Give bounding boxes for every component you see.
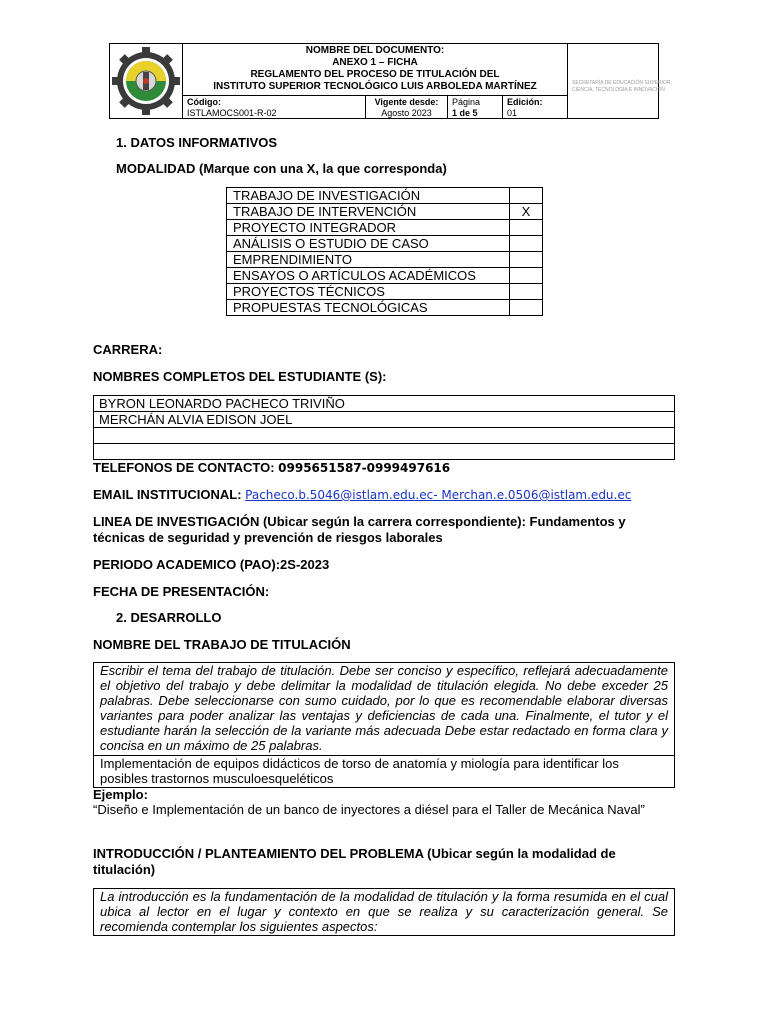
telefonos-value: 0995651587-0999497616 bbox=[278, 461, 451, 475]
institute-logo bbox=[110, 44, 183, 119]
table-row bbox=[94, 412, 675, 428]
secretaria-logo bbox=[568, 44, 672, 119]
modalidad-name: EMPRENDIMIENTO bbox=[227, 252, 510, 268]
telefonos-label: TELEFONOS DE CONTACTO: bbox=[93, 460, 275, 475]
fecha-label: FECHA DE PRESENTACIÓN: bbox=[93, 584, 270, 599]
table-row bbox=[94, 444, 675, 460]
doc-regulation-title: REGLAMENTO DEL PROCESO DE TITULACIÓN DEL bbox=[250, 69, 500, 80]
linea-line-2: técnicas de seguridad y prevención de riesgos laborales bbox=[93, 530, 443, 545]
ejemplo-text: “Diseño e Implementación de un banco de inyectores a diésel para el Taller de Mecánica Naval” bbox=[93, 802, 645, 817]
modalidad-label: MODALIDAD (Marque con una X, la que corresponda) bbox=[116, 161, 447, 176]
section-1-title: 1. DATOS INFORMATIVOS bbox=[116, 135, 278, 150]
instructions-box bbox=[93, 662, 675, 756]
email-row bbox=[93, 487, 631, 502]
student-name[interactable] bbox=[94, 444, 675, 460]
table-row bbox=[94, 396, 675, 412]
modalidad-table bbox=[226, 187, 543, 316]
modalidad-name: ANÁLISIS O ESTUDIO DE CASO bbox=[227, 236, 510, 252]
instructions-text: Escribir el tema del trabajo de titulación. Debe ser conciso y específico, reflejará adecuadamente el objetivo del trabajo y debe delimitar la modalidad de titulación elegida. No debe exceder 25 palabras. Debe seleccionarse con sumo cuidado, por lo que es recomendable elaborar diversas variantes para poder analizar las ventajas y deficiencias de cada una. Finalmente, el tutor y el estudiante harán la selección de la variante más adecuada Debe estar redactado en forma clara y concisa en un máximo de 25 palabras. bbox=[100, 663, 668, 753]
intro-text: La introducción es la fundamentación de la modalidad de titulación y la forma resumida en el cual ubica al lector en el lugar y contexto en que se realiza y su caracterización general. Se recomienda contemplar los siguientes aspectos: bbox=[100, 889, 668, 934]
table-row bbox=[227, 268, 543, 284]
modalidad-name: PROYECTOS TÉCNICOS bbox=[227, 284, 510, 300]
telefonos-row bbox=[93, 460, 450, 475]
modalidad-mark[interactable] bbox=[510, 300, 543, 316]
modalidad-mark[interactable] bbox=[510, 268, 543, 284]
table-row bbox=[227, 284, 543, 300]
email-label: EMAIL INSTITUCIONAL: bbox=[93, 487, 242, 502]
carrera-label: CARRERA: bbox=[93, 342, 163, 357]
vigente-cell bbox=[366, 96, 448, 119]
students-table bbox=[93, 395, 675, 460]
linea-line-1: LINEA DE INVESTIGACIÓN (Ubicar según la carrera correspondiente): Fundamentos y bbox=[93, 514, 626, 529]
secretaria-line-1: SECRETARÍA DE EDUCACIÓN SUPERIOR, bbox=[572, 80, 672, 86]
student-name[interactable] bbox=[94, 428, 675, 444]
edition-value: 01 bbox=[507, 108, 518, 118]
edition-cell bbox=[503, 96, 568, 119]
doc-name-label: NOMBRE DEL DOCUMENTO: bbox=[305, 45, 445, 56]
intro-label-line-2: titulación) bbox=[93, 862, 156, 877]
table-row bbox=[94, 428, 675, 444]
modalidad-name: TRABAJO DE INTERVENCIÓN bbox=[227, 204, 510, 220]
nombres-label: NOMBRES COMPLETOS DEL ESTUDIANTE (S): bbox=[93, 369, 387, 384]
modalidad-name: TRABAJO DE INVESTIGACIÓN bbox=[227, 188, 510, 204]
modalidad-name: PROPUESTAS TECNOLÓGICAS bbox=[227, 300, 510, 316]
code-cell bbox=[183, 96, 366, 119]
intro-box[interactable] bbox=[93, 888, 675, 936]
modalidad-name: ENSAYOS O ARTÍCULOS ACADÉMICOS bbox=[227, 268, 510, 284]
page-cell bbox=[448, 96, 503, 119]
vigente-label: Vigente desde: bbox=[374, 97, 439, 107]
edition-label: Edición: bbox=[507, 97, 543, 107]
secretaria-line-2: CIENCIA, TECNOLOGÍA E INNOVACIÓN bbox=[572, 87, 665, 93]
modalidad-mark[interactable] bbox=[510, 284, 543, 300]
table-row bbox=[227, 236, 543, 252]
modalidad-mark[interactable] bbox=[510, 252, 543, 268]
modalidad-mark[interactable] bbox=[510, 188, 543, 204]
document-header bbox=[109, 43, 672, 119]
title-value-text: Implementación de equipos didácticos de torso de anatomía y miología para identificar los posibles trastornos musculoesqueléticos bbox=[100, 756, 619, 786]
student-name[interactable]: BYRON LEONARDO PACHECO TRIVIÑO bbox=[94, 396, 675, 412]
periodo-label: PERIODO ACADEMICO (PAO):2S-2023 bbox=[93, 557, 330, 572]
vigente-value: Agosto 2023 bbox=[381, 108, 432, 118]
doc-annex-label: ANEXO 1 – FICHA bbox=[332, 57, 418, 68]
section-2-title: 2. DESARROLLO bbox=[116, 610, 222, 625]
code-label: Código: bbox=[187, 97, 221, 107]
linea-investigacion bbox=[93, 514, 683, 546]
title-value-box[interactable] bbox=[93, 755, 675, 788]
modalidad-mark[interactable] bbox=[510, 220, 543, 236]
introduccion-label bbox=[93, 846, 683, 878]
page-value: 1 de 5 bbox=[452, 108, 478, 118]
modalidad-mark[interactable] bbox=[510, 236, 543, 252]
page-label: Página bbox=[452, 97, 481, 107]
gear-logo-icon bbox=[110, 44, 182, 118]
table-row bbox=[227, 220, 543, 236]
nombre-trabajo-label: NOMBRE DEL TRABAJO DE TITULACIÓN bbox=[93, 637, 351, 652]
intro-label-line-1: INTRODUCCIÓN / PLANTEAMIENTO DEL PROBLEMA (Ubicar según la modalidad de bbox=[93, 846, 616, 861]
modalidad-mark[interactable]: X bbox=[510, 204, 543, 220]
email-link[interactable]: Pacheco.b.5046@istlam.edu.ec- Merchan.e.0506@istlam.edu.ec bbox=[245, 488, 632, 502]
table-row bbox=[227, 300, 543, 316]
doc-institute-name: INSTITUTO SUPERIOR TECNOLÓGICO LUIS ARBOLEDA MARTÍNEZ bbox=[213, 81, 537, 92]
modalidad-name: PROYECTO INTEGRADOR bbox=[227, 220, 510, 236]
table-row bbox=[227, 204, 543, 220]
student-name[interactable]: MERCHÁN ALVIA EDISON JOEL bbox=[94, 412, 675, 428]
table-row bbox=[227, 252, 543, 268]
ejemplo-label: Ejemplo: bbox=[93, 787, 148, 802]
document-title-block bbox=[183, 44, 568, 96]
table-row bbox=[227, 188, 543, 204]
code-value: ISTLAMOCS001-R-02 bbox=[187, 108, 277, 118]
